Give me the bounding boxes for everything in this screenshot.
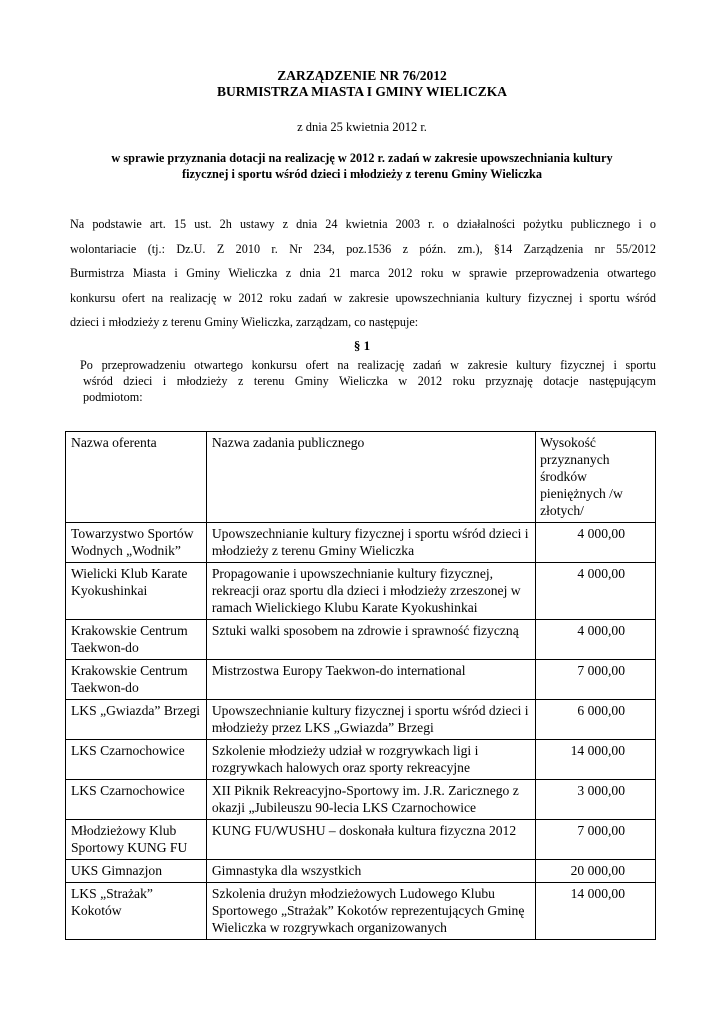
title-line-2: BURMISTRZA MIASTA I GMINY WIELICZKA — [216, 84, 508, 99]
table-row — [66, 660, 656, 700]
table-row — [66, 563, 656, 620]
header-cell-task: Nazwa zadania publicznego — [206, 432, 535, 523]
cell-task: Gimnastyka dla wszystkich — [206, 860, 535, 883]
header-cell-applicant: Nazwa oferenta — [66, 432, 207, 523]
intro-paragraph — [70, 212, 656, 335]
cell-applicant: UKS Gimnazjon — [66, 860, 207, 883]
section-heading: § 1 — [353, 338, 371, 353]
table-row — [66, 820, 656, 860]
cell-amount: 6 000,00 — [536, 700, 656, 740]
intro-line-4: konkursu ofert na realizację w 2012 roku zadań w zakresie upowszechniania kultury fizycznej i sportu wśród — [70, 290, 656, 305]
table-header-row — [66, 432, 656, 523]
cell-applicant: LKS Czarnochowice — [66, 780, 207, 820]
section-line-1: Po przeprowadzeniu otwartego konkursu ofert na realizację zadań w zakresie kultury fizycznej i sportu — [80, 358, 656, 372]
intro-line-3: Burmistrza Miasta i Gminy Wieliczka z dnia 21 marca 2012 roku w sprawie przeprowadzenia otwartego — [70, 266, 656, 280]
cell-applicant: Towarzystwo Sportów Wodnych „Wodnik” — [66, 523, 207, 563]
subject-line-2: fizycznej i sportu wśród dzieci i młodzieży z terenu Gminy Wieliczka — [182, 167, 542, 181]
cell-amount: 14 000,00 — [536, 883, 656, 940]
cell-task: Propagowanie i upowszechnianie kultury fizycznej, rekreacji oraz sportu dla dzieci i młodzieży zrzeszonej w ramach Wielickiego Klubu Karate Kyokushinkai — [206, 563, 535, 620]
cell-amount: 4 000,00 — [536, 620, 656, 660]
cell-task: Mistrzostwa Europy Taekwon-do international — [206, 660, 535, 700]
cell-amount: 3 000,00 — [536, 780, 656, 820]
table-row — [66, 780, 656, 820]
section-line-2: wśród dzieci i młodzieży z terenu Gminy Wieliczka w 2012 roku przyznaję dotacje następującym — [83, 374, 656, 388]
cell-task: Upowszechnianie kultury fizycznej i sportu wśród dzieci i młodzieży przez LKS „Gwiazda” Brzegi — [206, 700, 535, 740]
intro-line-2: wolontariacie (tj.: Dz.U. Z 2010 r. Nr 234, poz.1536 z późn. zm.), §14 Zarządzenia nr 55/2012 — [70, 241, 656, 256]
table-row — [66, 740, 656, 780]
intro-line-5: dzieci i młodzieży z terenu Gminy Wieliczka, zarządzam, co następuje: — [70, 315, 419, 329]
cell-applicant: Młodzieżowy Klub Sportowy KUNG FU — [66, 820, 207, 860]
section-body — [80, 357, 656, 405]
table-row — [66, 700, 656, 740]
grants-table — [65, 431, 656, 940]
section-line-3: podmiotom: — [83, 390, 143, 404]
intro-line-1: Na podstawie art. 15 ust. 2h ustawy z dnia 24 kwietnia 2003 r. o działalności pożytku publicznego i o — [70, 217, 656, 231]
cell-applicant: Krakowskie Centrum Taekwon-do — [66, 660, 207, 700]
title-line-1: ZARZĄDZENIE NR 76/2012 — [277, 68, 447, 83]
cell-applicant: LKS „Strażak” Kokotów — [66, 883, 207, 940]
table-row — [66, 860, 656, 883]
document-title — [0, 68, 724, 100]
document-date: z dnia 25 kwietnia 2012 r. — [297, 120, 427, 134]
cell-task: Szkolenie młodzieży udział w rozgrywkach ligi i rozgrywkach halowych oraz sporty rekreacyjne — [206, 740, 535, 780]
cell-applicant: LKS „Gwiazda” Brzegi — [66, 700, 207, 740]
cell-amount: 7 000,00 — [536, 660, 656, 700]
cell-task: Szkolenia drużyn młodzieżowych Ludowego Klubu Sportowego „Strażak” Kokotów reprezentujących Gminę Wieliczka w rozgrywkach organizowanych — [206, 883, 535, 940]
cell-amount: 14 000,00 — [536, 740, 656, 780]
cell-amount: 7 000,00 — [536, 820, 656, 860]
cell-applicant: Krakowskie Centrum Taekwon-do — [66, 620, 207, 660]
cell-amount: 4 000,00 — [536, 563, 656, 620]
cell-task: Sztuki walki sposobem na zdrowie i sprawność fizyczną — [206, 620, 535, 660]
document-subject — [60, 150, 664, 182]
cell-amount: 4 000,00 — [536, 523, 656, 563]
cell-task: KUNG FU/WUSHU – doskonała kultura fizyczna 2012 — [206, 820, 535, 860]
cell-amount: 20 000,00 — [536, 860, 656, 883]
table-row — [66, 620, 656, 660]
cell-applicant: Wielicki Klub Karate Kyokushinkai — [66, 563, 207, 620]
cell-applicant: LKS Czarnochowice — [66, 740, 207, 780]
cell-task: Upowszechnianie kultury fizycznej i sportu wśród dzieci i młodzieży z terenu Gminy Wieliczka — [206, 523, 535, 563]
subject-line-1: w sprawie przyznania dotacji na realizację w 2012 r. zadań w zakresie upowszechniania kultury — [111, 151, 613, 165]
header-cell-amount: Wysokość przyznanych środków pieniężnych /w złotych/ — [536, 432, 656, 523]
cell-task: XII Piknik Rekreacyjno-Sportowy im. J.R. Zaricznego z okazji „Jubileuszu 90-lecia LKS Czarnochowice — [206, 780, 535, 820]
table-row — [66, 523, 656, 563]
table-row — [66, 883, 656, 940]
